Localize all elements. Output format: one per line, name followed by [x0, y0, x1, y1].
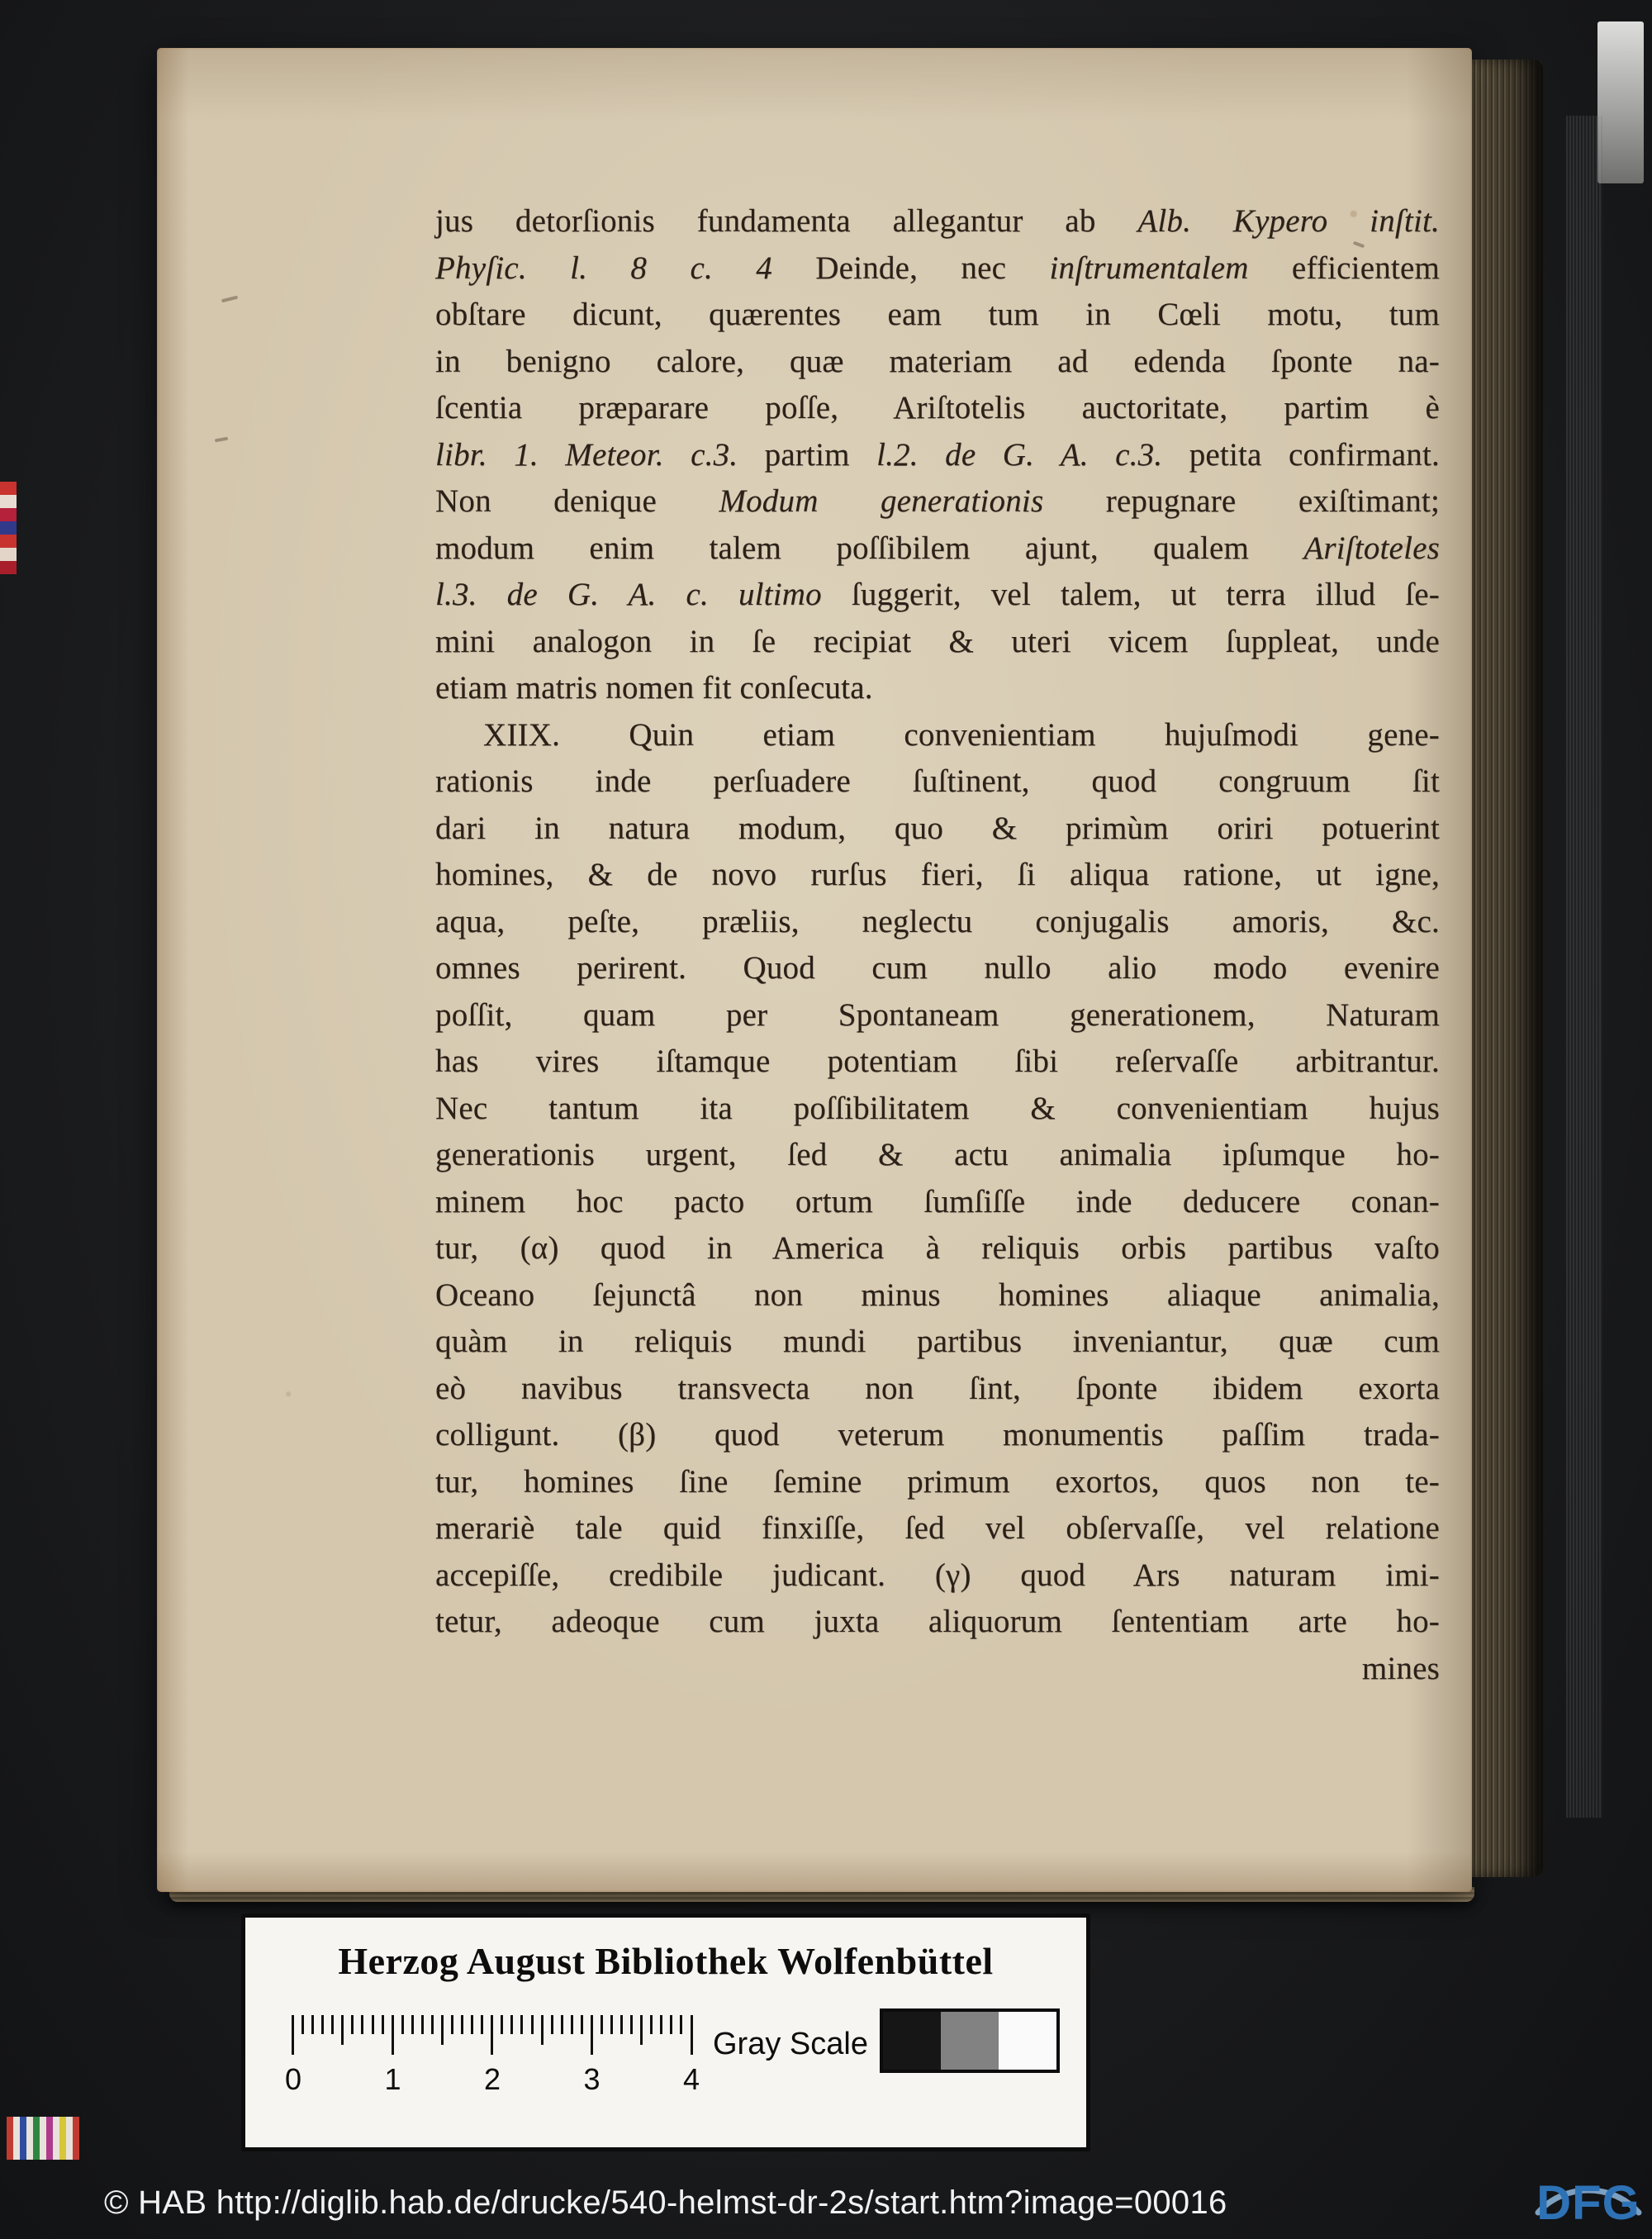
text-line: libr. 1. Meteor. c.3. partim l.2. de G. A. c.3. petita confirmant.	[435, 436, 1440, 473]
label-title: Herzog August Bibliothek Wolfenbüttel	[338, 1940, 994, 1982]
text-line: Oceano ſejunctâ non minus homines aliaque animalia,	[435, 1276, 1440, 1313]
text-line: jus detorſionis fundamenta allegantur ab Alb. Kypero inſtit.	[435, 203, 1440, 239]
ruler-tick	[292, 2015, 294, 2055]
ruler-number: 0	[285, 2062, 302, 2096]
text-line: tur, homines ſine ſemine primum exortos, quos non te-	[435, 1463, 1440, 1500]
ruler-tick	[501, 2015, 503, 2034]
ruler-tick	[372, 2015, 374, 2034]
text-line: merariè tale quid finxiſſe, ſed vel obſervaſſe, vel relatione	[435, 1510, 1440, 1546]
dfg-logo-text: DFG	[1536, 2175, 1640, 2230]
calibration-color-block	[0, 548, 17, 561]
ruler-tick	[341, 2015, 344, 2045]
ruler-tick	[351, 2015, 354, 2034]
dfg-logo	[1530, 2173, 1647, 2232]
ruler-tick	[640, 2015, 643, 2045]
text-line: modum enim talem poſſibilem ajunt, qualem Ariſtoteles	[435, 530, 1440, 566]
text-line: obſtare dicunt, quærentes eam tum in Cœli motu, tum	[435, 297, 1440, 332]
ruler-tick	[421, 2015, 424, 2034]
ruler-tick	[471, 2015, 473, 2034]
grayscale-patch	[883, 2012, 941, 2070]
text-line: in benigno calore, quæ materiam ad edenda ſponte na-	[435, 343, 1440, 379]
calibration-color-block	[0, 535, 17, 548]
text-line: aqua, peſte, præliis, neglectu conjugalis amoris, &c.	[435, 903, 1440, 939]
text-line: minem hoc pacto ortum ſumſiſſe inde deducere conan-	[435, 1183, 1440, 1219]
calibration-color-block	[0, 482, 17, 495]
grayscale-patch	[999, 2012, 1056, 2070]
ruler-tick	[531, 2015, 534, 2034]
ruler-number: 4	[682, 2062, 700, 2096]
calibration-color-block	[0, 561, 17, 574]
calibration-color-block	[0, 521, 17, 535]
calibration-color-block	[59, 2117, 66, 2160]
grayscale-patches	[880, 2008, 1060, 2073]
ruler-ticks	[292, 2015, 693, 2055]
calibration-color-block	[26, 2117, 33, 2160]
calibration-color-block	[53, 2117, 59, 2160]
grayscale-patch	[941, 2012, 999, 2070]
ruler-tick	[461, 2015, 463, 2034]
ruler-tick	[520, 2015, 523, 2034]
ruler-tick	[591, 2015, 593, 2055]
calibration-color-block	[20, 2117, 26, 2160]
text-line: generationis urgent, ſed & actu animalia ipſumque ho-	[435, 1137, 1440, 1172]
text-line: eò navibus transvecta non ſint, ſponte ibidem exorta	[435, 1370, 1440, 1406]
margin-mark	[221, 296, 238, 303]
text-line: accepiſſe, credibile judicant. (γ) quod Ars naturam imi-	[435, 1557, 1440, 1593]
text-line: rationis inde perſuadere ſuſtinent, quod congruum ſit	[435, 763, 1440, 799]
text-line: homines, & de novo rurſus fieri, ſi aliqua ratione, ut igne,	[435, 857, 1440, 892]
ruler-tick	[401, 2015, 404, 2034]
text-line: has vires iſtamque potentiam ſibi reſervaſſe arbitrantur.	[435, 1043, 1440, 1079]
ruler	[285, 2015, 700, 2097]
ruler-tick	[431, 2015, 434, 2034]
book-fore-edge	[1464, 59, 1543, 1877]
calibration-color-block	[7, 2117, 13, 2160]
ruler-tick	[691, 2015, 693, 2055]
text-line: dari in natura modum, quo & primùm oriri potuerint	[435, 810, 1440, 846]
ruler-tick	[551, 2015, 553, 2034]
grayscale-label: Gray Scale	[713, 2027, 868, 2061]
text-line: Phyſic. l. 8 c. 4 Deinde, nec inſtrumentalem efficientem	[435, 250, 1440, 286]
ruler-numbers	[285, 2062, 700, 2097]
text-line: Nec tantum ita poſſibilitatem & convenientiam hujus	[435, 1090, 1440, 1126]
color-calibration-bottom	[7, 2117, 79, 2160]
ruler-tick	[361, 2015, 363, 2034]
calibration-color-block	[33, 2117, 40, 2160]
ruler-tick	[510, 2015, 513, 2034]
ruler-number: 1	[384, 2062, 401, 2096]
calibration-color-block	[40, 2117, 46, 2160]
calibration-color-block	[46, 2117, 53, 2160]
calibration-color-block	[0, 495, 17, 508]
calibration-color-block	[13, 2117, 20, 2160]
text-line: mini analogon in ſe recipiat & uteri vicem ſuppleat, unde	[435, 623, 1440, 659]
ruler-tick	[610, 2015, 613, 2034]
ruler-tick	[321, 2015, 324, 2034]
book-page	[157, 48, 1472, 1892]
text-line: l.3. de G. A. c. ultimo ſuggerit, vel talem, ut terra illud ſe-	[435, 577, 1440, 612]
text-line: omnes perirent. Quod cum nullo alio modo evenire	[435, 950, 1440, 986]
calibration-color-block	[66, 2117, 73, 2160]
text-line: tur, (α) quod in America à reliquis orbis partibus vaſto	[435, 1230, 1440, 1266]
text-line: colligunt. (β) quod veterum monumentis paſſim trada-	[435, 1417, 1440, 1452]
margin-mark	[215, 437, 228, 443]
ruler-tick	[301, 2015, 304, 2034]
ruler-tick	[601, 2015, 603, 2034]
ruler-tick	[581, 2015, 583, 2034]
text-line: mines	[1361, 1650, 1440, 1686]
label-row	[245, 2004, 1086, 2144]
calibration-color-block	[0, 508, 17, 521]
text-line: etiam matris nomen fit conſecuta.	[435, 670, 873, 706]
ruler-tick	[441, 2015, 444, 2045]
library-label	[241, 1913, 1090, 2151]
color-calibration-top	[0, 482, 17, 574]
text-line: XIIX. Quin etiam convenientiam hujuſmodi gene-	[483, 716, 1440, 753]
ruler-tick	[670, 2015, 672, 2034]
ruler-tick	[382, 2015, 384, 2034]
copyright-text: © HAB http://diglib.hab.de/drucke/540-helmst-dr-2s/start.htm?image=00016	[104, 2184, 1227, 2221]
page-text	[435, 198, 1440, 1692]
ruler-tick	[411, 2015, 414, 2034]
ruler-tick	[311, 2015, 314, 2034]
ruler-tick	[331, 2015, 334, 2034]
ruler-number: 2	[483, 2062, 501, 2096]
text-line: poſſit, quam per Spontaneam generationem, Naturam	[435, 996, 1440, 1033]
ruler-tick	[491, 2015, 493, 2055]
ruler-tick	[541, 2015, 544, 2045]
side-page-edges	[1566, 116, 1602, 1818]
text-line: tetur, adeoque cum juxta aliquorum ſententiam arte ho-	[435, 1604, 1440, 1639]
ruler-tick	[561, 2015, 563, 2034]
ruler-tick	[630, 2015, 633, 2034]
text-line: quàm in reliquis mundi partibus inveniantur, quæ cum	[435, 1324, 1440, 1359]
ruler-number: 3	[583, 2062, 601, 2096]
text-line: Non denique Modum generationis repugnare exiſtimant;	[435, 483, 1440, 519]
ruler-tick	[620, 2015, 623, 2034]
ruler-tick	[571, 2015, 573, 2034]
text-line: ſcentia præparare poſſe, Ariſtotelis auctoritate, partim è	[435, 390, 1440, 425]
page-clamp	[1597, 21, 1644, 183]
calibration-color-block	[73, 2117, 79, 2160]
ruler-tick	[392, 2015, 394, 2055]
ruler-tick	[451, 2015, 453, 2034]
ruler-tick	[680, 2015, 682, 2034]
ruler-tick	[650, 2015, 653, 2034]
ruler-tick	[660, 2015, 662, 2034]
ruler-tick	[481, 2015, 483, 2034]
